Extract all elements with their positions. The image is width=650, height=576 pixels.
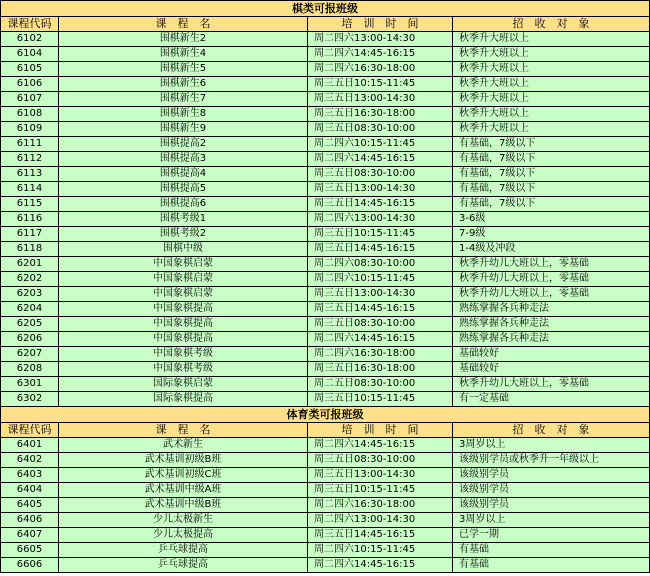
course-name-cell: 少儿太极提高 (59, 528, 308, 543)
training-time-cell: 周三五日10:15-11:45 (308, 227, 453, 242)
course-name-cell: 乒乓球提高 (59, 543, 308, 558)
table-row (1, 468, 650, 483)
course-code-cell: 6118 (1, 242, 59, 257)
course-code-cell: 6102 (1, 32, 59, 47)
target-audience-cell: 秋季升大班以上 (453, 62, 650, 77)
column-header: 课程代码 (1, 423, 59, 438)
training-time-cell: 周二四六13:00-14:30 (308, 32, 453, 47)
target-audience-cell: 基础较好 (453, 347, 650, 362)
course-code-cell: 6605 (1, 543, 59, 558)
course-name-cell: 围棋新生5 (59, 62, 308, 77)
training-time-cell: 周二四六14:45-16:15 (308, 558, 453, 573)
target-audience-cell: 秋季升大班以上 (453, 32, 650, 47)
course-code-cell: 6106 (1, 77, 59, 92)
table-row (1, 317, 650, 332)
target-audience-cell: 有基础 (453, 558, 650, 573)
course-name-cell: 围棋提高2 (59, 137, 308, 152)
training-time-cell: 周三五日13:00-14:30 (308, 92, 453, 107)
course-name-cell: 中国象棋提高 (59, 302, 308, 317)
course-code-cell: 6407 (1, 528, 59, 543)
table-row (1, 182, 650, 197)
training-time-cell: 周二四六10:15-11:45 (308, 137, 453, 152)
course-code-cell: 6107 (1, 92, 59, 107)
table-row (1, 77, 650, 92)
table-row (1, 212, 650, 227)
course-code-cell: 6112 (1, 152, 59, 167)
course-code-cell: 6104 (1, 47, 59, 62)
table-row (1, 332, 650, 347)
target-audience-cell: 3周岁以上 (453, 438, 650, 453)
section-title-row (1, 1, 650, 17)
course-name-cell: 武术基训初级B班 (59, 453, 308, 468)
course-name-cell: 中国象棋提高 (59, 317, 308, 332)
column-header: 招 收 对 象 (453, 17, 650, 32)
table-row (1, 377, 650, 392)
course-name-cell: 中国象棋启蒙 (59, 272, 308, 287)
course-name-cell: 围棋新生8 (59, 107, 308, 122)
target-audience-cell: 有基础 (453, 543, 650, 558)
course-code-cell: 6205 (1, 317, 59, 332)
table-row (1, 152, 650, 167)
target-audience-cell: 该级别学员或秋季升一年级以上 (453, 453, 650, 468)
course-name-cell: 围棋提高5 (59, 182, 308, 197)
target-audience-cell: 该级别学员 (453, 483, 650, 498)
course-name-cell: 武术基训中级A班 (59, 483, 308, 498)
course-name-cell: 围棋中级 (59, 242, 308, 257)
course-code-cell: 6406 (1, 513, 59, 528)
column-header-row (1, 423, 650, 438)
table-row (1, 242, 650, 257)
course-name-cell: 中国象棋考级 (59, 362, 308, 377)
training-time-cell: 周二四六14:45-16:15 (308, 332, 453, 347)
target-audience-cell: 3周岁以上 (453, 513, 650, 528)
column-header: 培 训 时 间 (308, 423, 453, 438)
course-code-cell: 6302 (1, 392, 59, 407)
table-body (1, 1, 650, 573)
target-audience-cell: 7-9级 (453, 227, 650, 242)
column-header: 课程代码 (1, 17, 59, 32)
training-time-cell: 周三五日16:30-18:00 (308, 362, 453, 377)
training-time-cell: 周三五日08:30-10:00 (308, 122, 453, 137)
training-time-cell: 周三五日13:00-14:30 (308, 182, 453, 197)
course-name-cell: 少儿太极新生 (59, 513, 308, 528)
course-name-cell: 围棋提高3 (59, 152, 308, 167)
table-row (1, 347, 650, 362)
target-audience-cell: 秋季升大班以上 (453, 107, 650, 122)
training-time-cell: 周二四六16:30-18:00 (308, 347, 453, 362)
course-name-cell: 武术新生 (59, 438, 308, 453)
training-time-cell: 周二四六10:15-11:45 (308, 272, 453, 287)
section-title-row (1, 407, 650, 423)
course-name-cell: 围棋提高6 (59, 197, 308, 212)
training-time-cell: 周三五日14:45-16:15 (308, 302, 453, 317)
course-code-cell: 6206 (1, 332, 59, 347)
course-name-cell: 围棋新生4 (59, 47, 308, 62)
table-row (1, 543, 650, 558)
target-audience-cell: 秋季升大班以上 (453, 92, 650, 107)
training-time-cell: 周三五日10:15-11:45 (308, 483, 453, 498)
course-name-cell: 中国象棋提高 (59, 332, 308, 347)
target-audience-cell: 该级别学员 (453, 468, 650, 483)
training-time-cell: 周二四六14:45-16:15 (308, 152, 453, 167)
training-time-cell: 周三五日10:15-11:45 (308, 77, 453, 92)
course-name-cell: 国际象棋启蒙 (59, 377, 308, 392)
course-name-cell: 国际象棋提高 (59, 392, 308, 407)
training-time-cell: 周二四六16:30-18:00 (308, 62, 453, 77)
table-row (1, 272, 650, 287)
course-name-cell: 围棋提高4 (59, 167, 308, 182)
table-row (1, 227, 650, 242)
course-code-cell: 6203 (1, 287, 59, 302)
table-row (1, 453, 650, 468)
course-code-cell: 6403 (1, 468, 59, 483)
column-header: 课 程 名 (59, 423, 308, 438)
course-code-cell: 6606 (1, 558, 59, 573)
target-audience-cell: 基础较好 (453, 362, 650, 377)
table-row (1, 362, 650, 377)
course-code-cell: 6113 (1, 167, 59, 182)
table-row (1, 498, 650, 513)
target-audience-cell: 秋季升大班以上 (453, 77, 650, 92)
table-row (1, 257, 650, 272)
course-name-cell: 围棋新生9 (59, 122, 308, 137)
course-code-cell: 6111 (1, 137, 59, 152)
target-audience-cell: 有基础，7级以下 (453, 152, 650, 167)
training-time-cell: 周二四六14:45-16:15 (308, 438, 453, 453)
course-code-cell: 6108 (1, 107, 59, 122)
course-name-cell: 中国象棋启蒙 (59, 287, 308, 302)
course-name-cell: 围棋新生6 (59, 77, 308, 92)
training-time-cell: 周三五日16:30-18:00 (308, 107, 453, 122)
course-code-cell: 6405 (1, 498, 59, 513)
training-time-cell: 周二四六16:30-18:00 (308, 498, 453, 513)
target-audience-cell: 熟练掌握各兵种走法 (453, 302, 650, 317)
table-row (1, 167, 650, 182)
course-code-cell: 6404 (1, 483, 59, 498)
training-time-cell: 周三五日14:45-16:15 (308, 528, 453, 543)
column-header: 招 收 对 象 (453, 423, 650, 438)
table-row (1, 197, 650, 212)
target-audience-cell: 秋季升幼儿大班以上，零基础 (453, 287, 650, 302)
course-name-cell: 武术基训初级C班 (59, 468, 308, 483)
training-time-cell: 周三五日14:45-16:15 (308, 197, 453, 212)
training-time-cell: 周三五日13:00-14:30 (308, 468, 453, 483)
target-audience-cell: 3-6级 (453, 212, 650, 227)
target-audience-cell: 熟练掌握各兵种走法 (453, 317, 650, 332)
training-time-cell: 周二四六13:00-14:30 (308, 212, 453, 227)
course-code-cell: 6116 (1, 212, 59, 227)
course-name-cell: 武术基训中级B班 (59, 498, 308, 513)
training-time-cell: 周三五日13:00-14:30 (308, 287, 453, 302)
training-time-cell: 周三五日08:30-10:00 (308, 317, 453, 332)
course-code-cell: 6201 (1, 257, 59, 272)
table-row (1, 513, 650, 528)
training-time-cell: 周二四六14:45-16:15 (308, 47, 453, 62)
table-row (1, 558, 650, 573)
training-time-cell: 周三五日08:30-10:00 (308, 453, 453, 468)
table-row (1, 302, 650, 317)
target-audience-cell: 1-4级及冲段 (453, 242, 650, 257)
target-audience-cell: 已学一期 (453, 528, 650, 543)
table-row (1, 47, 650, 62)
course-code-cell: 6109 (1, 122, 59, 137)
target-audience-cell: 有一定基础 (453, 392, 650, 407)
course-code-cell: 6105 (1, 62, 59, 77)
course-name-cell: 围棋新生2 (59, 32, 308, 47)
course-name-cell: 围棋考级1 (59, 212, 308, 227)
training-time-cell: 周二四六08:30-10:00 (308, 257, 453, 272)
target-audience-cell: 秋季升大班以上 (453, 47, 650, 62)
course-code-cell: 6207 (1, 347, 59, 362)
column-header: 课 程 名 (59, 17, 308, 32)
course-code-cell: 6401 (1, 438, 59, 453)
target-audience-cell: 有基础，7级以下 (453, 167, 650, 182)
course-code-cell: 6204 (1, 302, 59, 317)
course-code-cell: 6114 (1, 182, 59, 197)
table-row (1, 137, 650, 152)
course-name-cell: 中国象棋启蒙 (59, 257, 308, 272)
table-row (1, 483, 650, 498)
table-row (1, 32, 650, 47)
training-time-cell: 周二四六13:00-14:30 (308, 513, 453, 528)
target-audience-cell: 秋季升幼儿大班以上，零基础 (453, 257, 650, 272)
section-title: 体育类可报班级 (1, 407, 650, 423)
table-row (1, 92, 650, 107)
training-time-cell: 周三五日08:30-10:00 (308, 167, 453, 182)
table-row (1, 528, 650, 543)
target-audience-cell: 熟练掌握各兵种走法 (453, 332, 650, 347)
course-code-cell: 6208 (1, 362, 59, 377)
table-row (1, 107, 650, 122)
table-row (1, 438, 650, 453)
training-time-cell: 周三五日10:15-11:45 (308, 392, 453, 407)
column-header-row (1, 17, 650, 32)
course-code-cell: 6402 (1, 453, 59, 468)
course-name-cell: 围棋考级2 (59, 227, 308, 242)
section-title: 棋类可报班级 (1, 1, 650, 17)
course-name-cell: 乒乓球提高 (59, 558, 308, 573)
training-time-cell: 周二四六10:15-11:45 (308, 543, 453, 558)
target-audience-cell: 有基础，7级以下 (453, 182, 650, 197)
table-row (1, 62, 650, 77)
course-name-cell: 中国象棋考级 (59, 347, 308, 362)
target-audience-cell: 秋季升大班以上 (453, 122, 650, 137)
target-audience-cell: 有基础，7级以下 (453, 197, 650, 212)
target-audience-cell: 有基础，7级以下 (453, 137, 650, 152)
course-code-cell: 6202 (1, 272, 59, 287)
table-row (1, 122, 650, 137)
training-time-cell: 周三五日14:45-16:15 (308, 242, 453, 257)
target-audience-cell: 秋季升幼儿大班以上，零基础 (453, 377, 650, 392)
course-code-cell: 6301 (1, 377, 59, 392)
training-time-cell: 周二五日08:30-10:00 (308, 377, 453, 392)
target-audience-cell: 该级别学员 (453, 498, 650, 513)
column-header: 培 训 时 间 (308, 17, 453, 32)
course-name-cell: 围棋新生7 (59, 92, 308, 107)
course-code-cell: 6117 (1, 227, 59, 242)
table-row (1, 392, 650, 407)
target-audience-cell: 秋季升幼儿大班以上，零基础 (453, 272, 650, 287)
course-code-cell: 6115 (1, 197, 59, 212)
table-row (1, 287, 650, 302)
